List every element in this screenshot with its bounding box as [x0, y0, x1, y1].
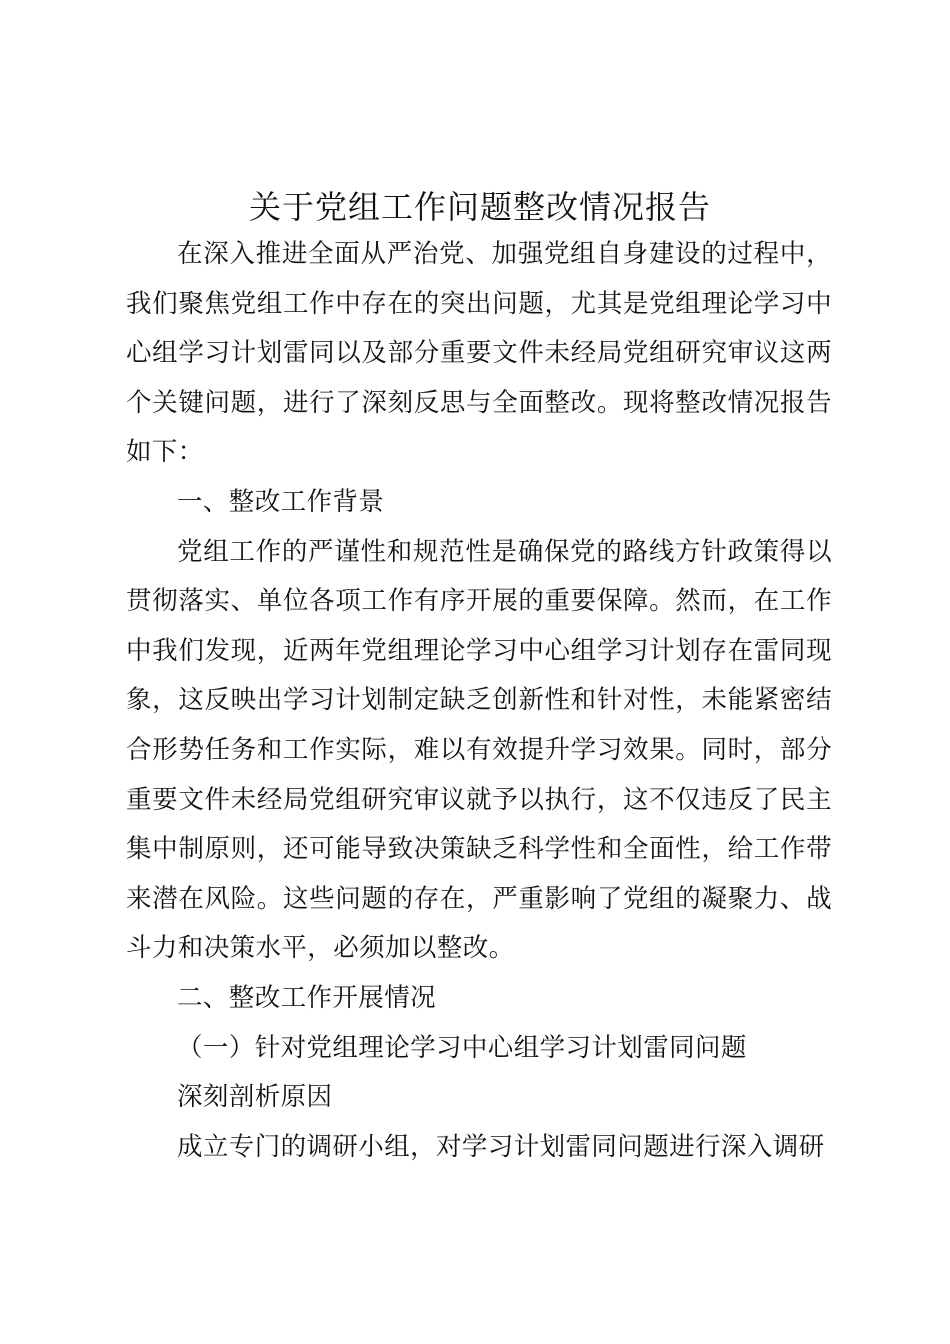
item-heading-analyze-causes: 深刻剖析原因: [177, 1082, 333, 1113]
section-heading-background: 一、整改工作背景: [177, 486, 385, 517]
document-title: 关于党组工作问题整改情况报告: [248, 188, 711, 226]
paragraph-intro: 在深入推进全面从严治党、加强党组自身建设的过程中，我们聚焦党组工作中存在的突出问题，尤其是党组理论学习中心组学习计划雷同以及部分重要文件未经局党组研究审议这两个关键问题，进行了深刻反思与全面整改。现将整改情况报告如下：: [126, 239, 832, 468]
document-body: [126, 230, 832, 1172]
subsection-heading-study-plan: （一）针对党组理论学习中心组学习计划雷同问题: [177, 1032, 747, 1063]
paragraph-background: 党组工作的严谨性和规范性是确保党的路线方针政策得以贯彻落实、单位各项工作有序开展的重要保障。然而，在工作中我们发现，近两年党组理论学习中心组学习计划存在雷同现象，这反映出学习计划制定缺乏创新性和针对性，未能紧密结合形势任务和工作实际，难以有效提升学习效果。同时，部分重要文件未经局党组研究审议就予以执行，这不仅违反了民主集中制原则，还可能导致决策缺乏科学性和全面性，给工作带来潜在风险。这些问题的存在，严重影响了党组的凝聚力、战斗力和决策水平，必须加以整改。: [126, 536, 832, 964]
paragraph-research-group: 成立专门的调研小组，对学习计划雷同问题进行深入调研: [177, 1131, 825, 1162]
section-heading-progress: 二、整改工作开展情况: [177, 982, 437, 1013]
